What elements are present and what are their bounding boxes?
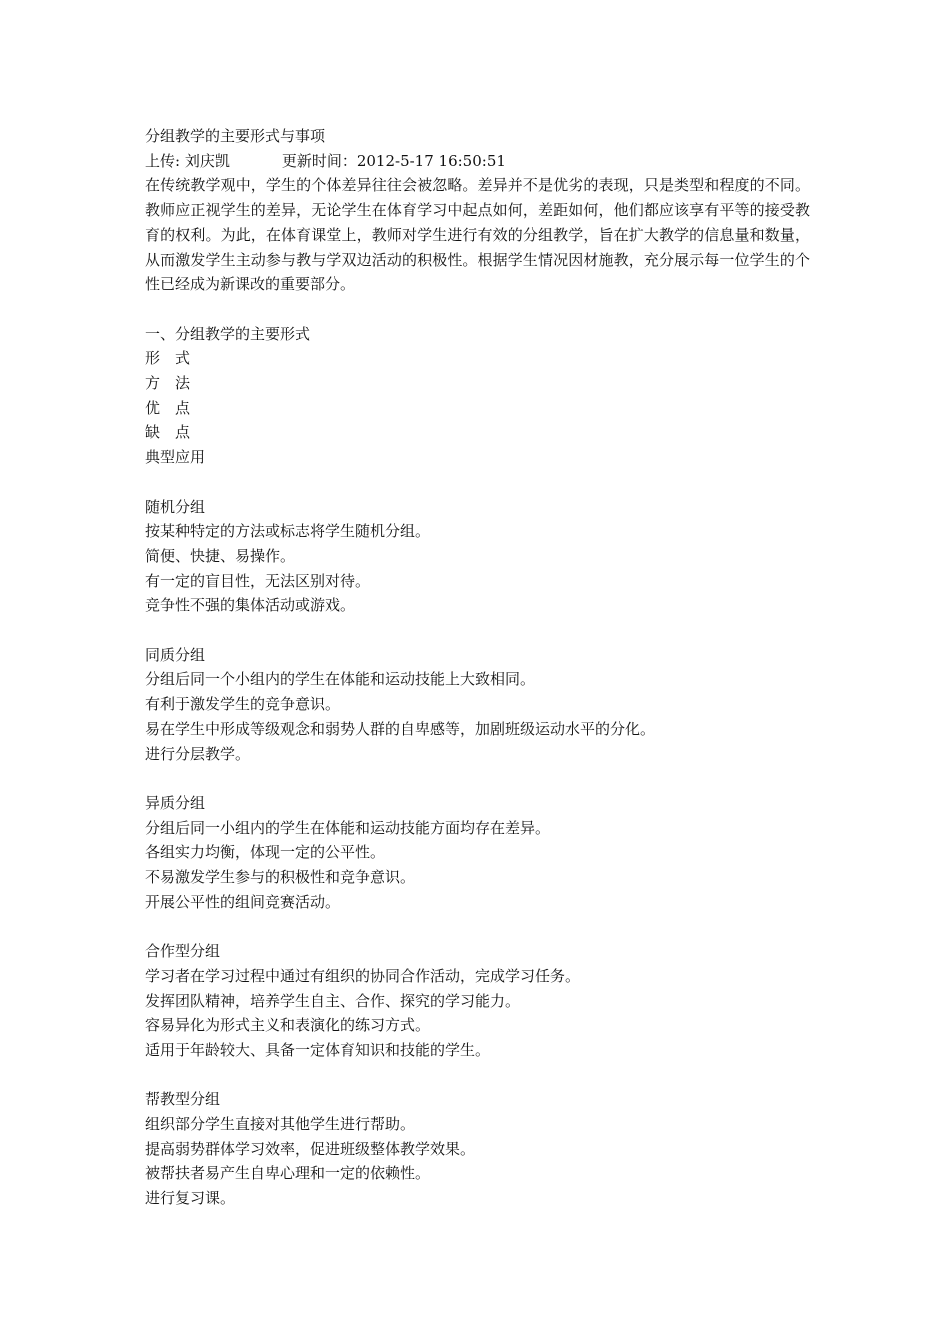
document-page <box>145 124 810 1211</box>
group-pros: 简便、快捷、易操作。 <box>145 546 296 565</box>
section-heading: 一、分组教学的主要形式 <box>145 324 311 343</box>
group-method: 分组后同一小组内的学生在体能和运动技能方面均存在差异。 <box>145 818 551 837</box>
group-usage: 开展公平性的组间竞赛活动。 <box>145 892 341 911</box>
group-cons: 有一定的盲目性，无法区别对待。 <box>145 571 371 590</box>
group-cons: 易在学生中形成等级观念和弱势人群的自卑感等，加剧班级运动水平的分化。 <box>145 719 656 738</box>
group-name: 同质分组 <box>145 645 206 664</box>
group-usage: 适用于年龄较大、具备一定体育知识和技能的学生。 <box>145 1040 491 1059</box>
document-meta <box>145 149 810 174</box>
document-title: 分组教学的主要形式与事项 <box>145 127 326 145</box>
group-pros: 有利于激发学生的竞争意识。 <box>145 695 341 714</box>
group-method: 分组后同一个小组内的学生在体能和运动技能上大致相同。 <box>145 670 536 689</box>
column-cons: 缺 点 <box>145 423 191 442</box>
group-cons: 被帮扶者易产生自卑心理和一定的依赖性。 <box>145 1164 431 1183</box>
group-block <box>145 643 810 767</box>
group-name: 帮教型分组 <box>145 1090 221 1109</box>
group-cons: 容易异化为形式主义和表演化的练习方式。 <box>145 1016 431 1035</box>
group-method: 学习者在学习过程中通过有组织的协同合作活动，完成学习任务。 <box>145 966 581 985</box>
group-block <box>145 939 810 1063</box>
group-method: 按某种特定的方法或标志将学生随机分组。 <box>145 522 431 541</box>
group-method: 组织部分学生直接对其他学生进行帮助。 <box>145 1115 416 1134</box>
group-usage: 竞争性不强的集体活动或游戏。 <box>145 596 356 615</box>
uploader-text: 上传: 刘庆凯 <box>145 151 230 170</box>
group-block <box>145 791 810 915</box>
group-name: 异质分组 <box>145 793 206 812</box>
column-usage: 典型应用 <box>145 448 206 467</box>
group-usage: 进行复习课。 <box>145 1189 236 1208</box>
group-pros: 提高弱势群体学习效率，促进班级整体教学效果。 <box>145 1139 476 1158</box>
intro-paragraph: 在传统教学观中，学生的个体差异往往会被忽略。差异并不是优劣的表现，只是类型和程度的不同。教师应正视学生的差异，无论学生在体育学习中起点如何，差距如何，他们都应该享有平等的接受教育的权利。为此，在体育课堂上，教师对学生进行有效的分组教学，旨在扩大教学的信息量和数量，从而激发学生主动参与教与学双边活动的积极性。根据学生情况因材施教，充分展示每一位学生的个性已经成为新课改的重要部分。 <box>145 176 810 294</box>
column-form: 形 式 <box>145 349 191 368</box>
column-pros: 优 点 <box>145 398 191 417</box>
group-pros: 发挥团队精神，培养学生自主、合作、探究的学习能力。 <box>145 991 521 1010</box>
column-method: 方 法 <box>145 374 191 393</box>
group-block <box>145 1087 810 1211</box>
group-pros: 各组实力均衡，体现一定的公平性。 <box>145 843 386 862</box>
group-name: 随机分组 <box>145 497 206 516</box>
group-name: 合作型分组 <box>145 942 221 961</box>
group-block <box>145 495 810 619</box>
group-cons: 不易激发学生参与的积极性和竞争意识。 <box>145 868 416 887</box>
group-usage: 进行分层教学。 <box>145 744 251 763</box>
update-time-text: 更新时间：2012-5-17 16:50:51 <box>281 151 506 170</box>
